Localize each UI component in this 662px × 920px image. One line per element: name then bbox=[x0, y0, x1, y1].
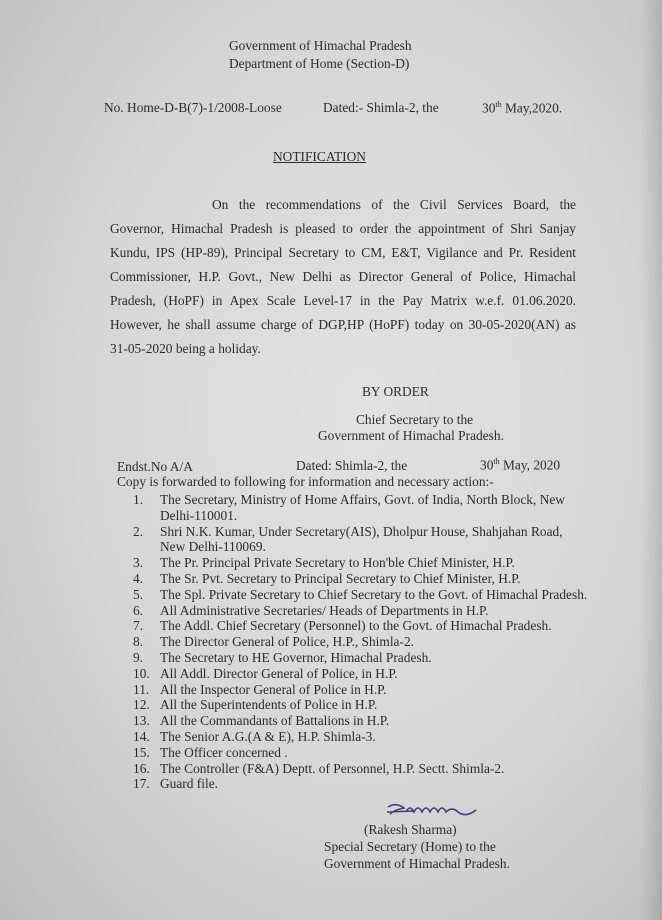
body-line: Governor, Himachal Pradesh is pleased to order the appointment of Shri Sanjay bbox=[110, 221, 576, 236]
recipient-item bbox=[133, 776, 613, 792]
recipient-item bbox=[133, 618, 613, 634]
recipient-number: 2. bbox=[133, 523, 144, 539]
recipient-number: 5. bbox=[133, 586, 144, 602]
recipient-number: 10. bbox=[133, 665, 150, 681]
notification-body bbox=[110, 193, 576, 361]
recipient-number: 14. bbox=[133, 728, 150, 744]
recipient-item bbox=[133, 713, 613, 729]
notification-title: NOTIFICATION bbox=[273, 149, 366, 164]
recipient-text: All Administrative Secretaries/ Heads of Departments in H.P. bbox=[160, 602, 489, 618]
recipient-number: 7. bbox=[133, 618, 144, 634]
recipient-text: The Secretary to HE Governor, Himachal Pradesh. bbox=[160, 649, 432, 665]
recipient-text: The Pr. Principal Private Secretary to Hon'ble Chief Minister, H.P. bbox=[160, 555, 515, 571]
recipient-text: The Controller (F&A) Deptt. of Personnel, H.P. Sectt. Shimla-2. bbox=[160, 760, 505, 776]
recipient-item bbox=[133, 729, 613, 745]
recipient-item bbox=[133, 650, 613, 666]
recipient-text: All Addl. Director General of Police, in H.P. bbox=[160, 665, 398, 681]
recipient-item bbox=[133, 524, 613, 556]
recipient-text: The Director General of Police, H.P., Shimla-2. bbox=[160, 634, 414, 650]
recipient-item bbox=[133, 697, 613, 713]
signatory-office: Government of Himachal Pradesh. bbox=[324, 856, 510, 871]
recipient-item bbox=[133, 555, 613, 571]
header-government: Government of Himachal Pradesh bbox=[229, 38, 412, 53]
endorsement-number: Endst.No A/A bbox=[117, 459, 193, 474]
recipient-number: 1. bbox=[133, 492, 144, 507]
recipient-number: 8. bbox=[133, 634, 144, 650]
recipient-text: The Secretary, Ministry of Home Affairs, Govt. of India, North Block, New Delhi-110001. bbox=[160, 492, 565, 523]
page-shadow bbox=[640, 0, 662, 920]
authority-line2: Government of Himachal Pradesh. bbox=[318, 428, 504, 443]
signatory-name: (Rakesh Sharma) bbox=[364, 822, 457, 837]
endorsement-dated-label: Dated: Shimla-2, the bbox=[296, 458, 408, 473]
recipient-number: 6. bbox=[133, 602, 144, 618]
recipient-text: The Spl. Private Secretary to Chief Secretary to the Govt. of Himachal Pradesh. bbox=[160, 586, 588, 602]
recipient-text: All the Commandants of Battalions in H.P. bbox=[160, 713, 390, 729]
recipient-item bbox=[133, 634, 613, 650]
recipient-text: The Sr. Pvt. Secretary to Principal Secretary to Chief Minister, H.P. bbox=[160, 570, 521, 586]
by-order: BY ORDER bbox=[362, 384, 429, 399]
body-line: Pradesh, (HoPF) in Apex Scale Level-17 in the Pay Matrix w.e.f. 01.06.2020. bbox=[110, 293, 576, 308]
reference-date: 30th May,2020. bbox=[482, 100, 563, 116]
signatory-designation: Special Secretary (Home) to the bbox=[324, 839, 496, 854]
body-line: Commissioner, H.P. Govt., New Delhi as Director General of Police, Himachal bbox=[110, 269, 576, 284]
header-department: Department of Home (Section-D) bbox=[229, 56, 410, 71]
authority-line1: Chief Secretary to the bbox=[356, 412, 474, 427]
recipient-text: The Officer concerned . bbox=[160, 744, 288, 760]
recipient-item bbox=[133, 682, 613, 698]
recipient-text: All the Superintendents of Police in H.P. bbox=[160, 697, 378, 713]
recipient-item bbox=[133, 587, 613, 603]
endorsement-date: 30th May, 2020 bbox=[480, 457, 561, 473]
recipient-number: 17. bbox=[133, 776, 150, 792]
recipient-number: 9. bbox=[133, 649, 144, 665]
recipient-text: All the Inspector General of Police in H.P. bbox=[160, 681, 387, 697]
body-line: However, he shall assume charge of DGP,HP (HoPF) today on 30-05-2020(AN) as bbox=[110, 317, 576, 332]
recipient-item bbox=[133, 492, 613, 524]
body-line: 31-05-2020 being a holiday. bbox=[110, 341, 261, 356]
signature bbox=[384, 798, 504, 820]
recipient-number: 12. bbox=[133, 697, 150, 713]
recipient-item bbox=[133, 745, 613, 761]
recipient-number: 4. bbox=[133, 570, 144, 586]
body-line: On the recommendations of the Civil Services Board, the bbox=[212, 197, 576, 212]
recipient-number: 11. bbox=[133, 681, 150, 697]
recipient-number: 16. bbox=[133, 760, 150, 776]
reference-number: No. Home-D-B(7)-1/2008-Loose bbox=[104, 100, 282, 115]
recipient-text: Guard file. bbox=[160, 776, 219, 792]
recipient-number: 15. bbox=[133, 744, 150, 760]
recipient-text: Shri N.K. Kumar, Under Secretary(AIS), Dholpur House, Shahjahan Road, New Delhi-110069. bbox=[160, 523, 563, 555]
recipient-text: The Senior A.G.(A & E), H.P. Shimla-3. bbox=[160, 728, 376, 744]
recipient-item bbox=[133, 761, 613, 777]
recipient-text: The Addl. Chief Secretary (Personnel) to the Govt. of Himachal Pradesh. bbox=[160, 618, 552, 634]
recipient-number: 13. bbox=[133, 713, 150, 729]
recipient-item bbox=[133, 571, 613, 587]
body-line: Kundu, IPS (HP-89), Principal Secretary to CM, E&T, Vigilance and Pr. Resident bbox=[110, 245, 576, 260]
recipient-item bbox=[133, 666, 613, 682]
copy-forwarded-line: Copy is forwarded to following for information and necessary action:- bbox=[117, 474, 494, 489]
recipient-list bbox=[133, 492, 613, 792]
recipient-item bbox=[133, 603, 613, 619]
reference-dated-label: Dated:- Shimla-2, the bbox=[323, 100, 439, 115]
recipient-number: 3. bbox=[133, 555, 144, 571]
